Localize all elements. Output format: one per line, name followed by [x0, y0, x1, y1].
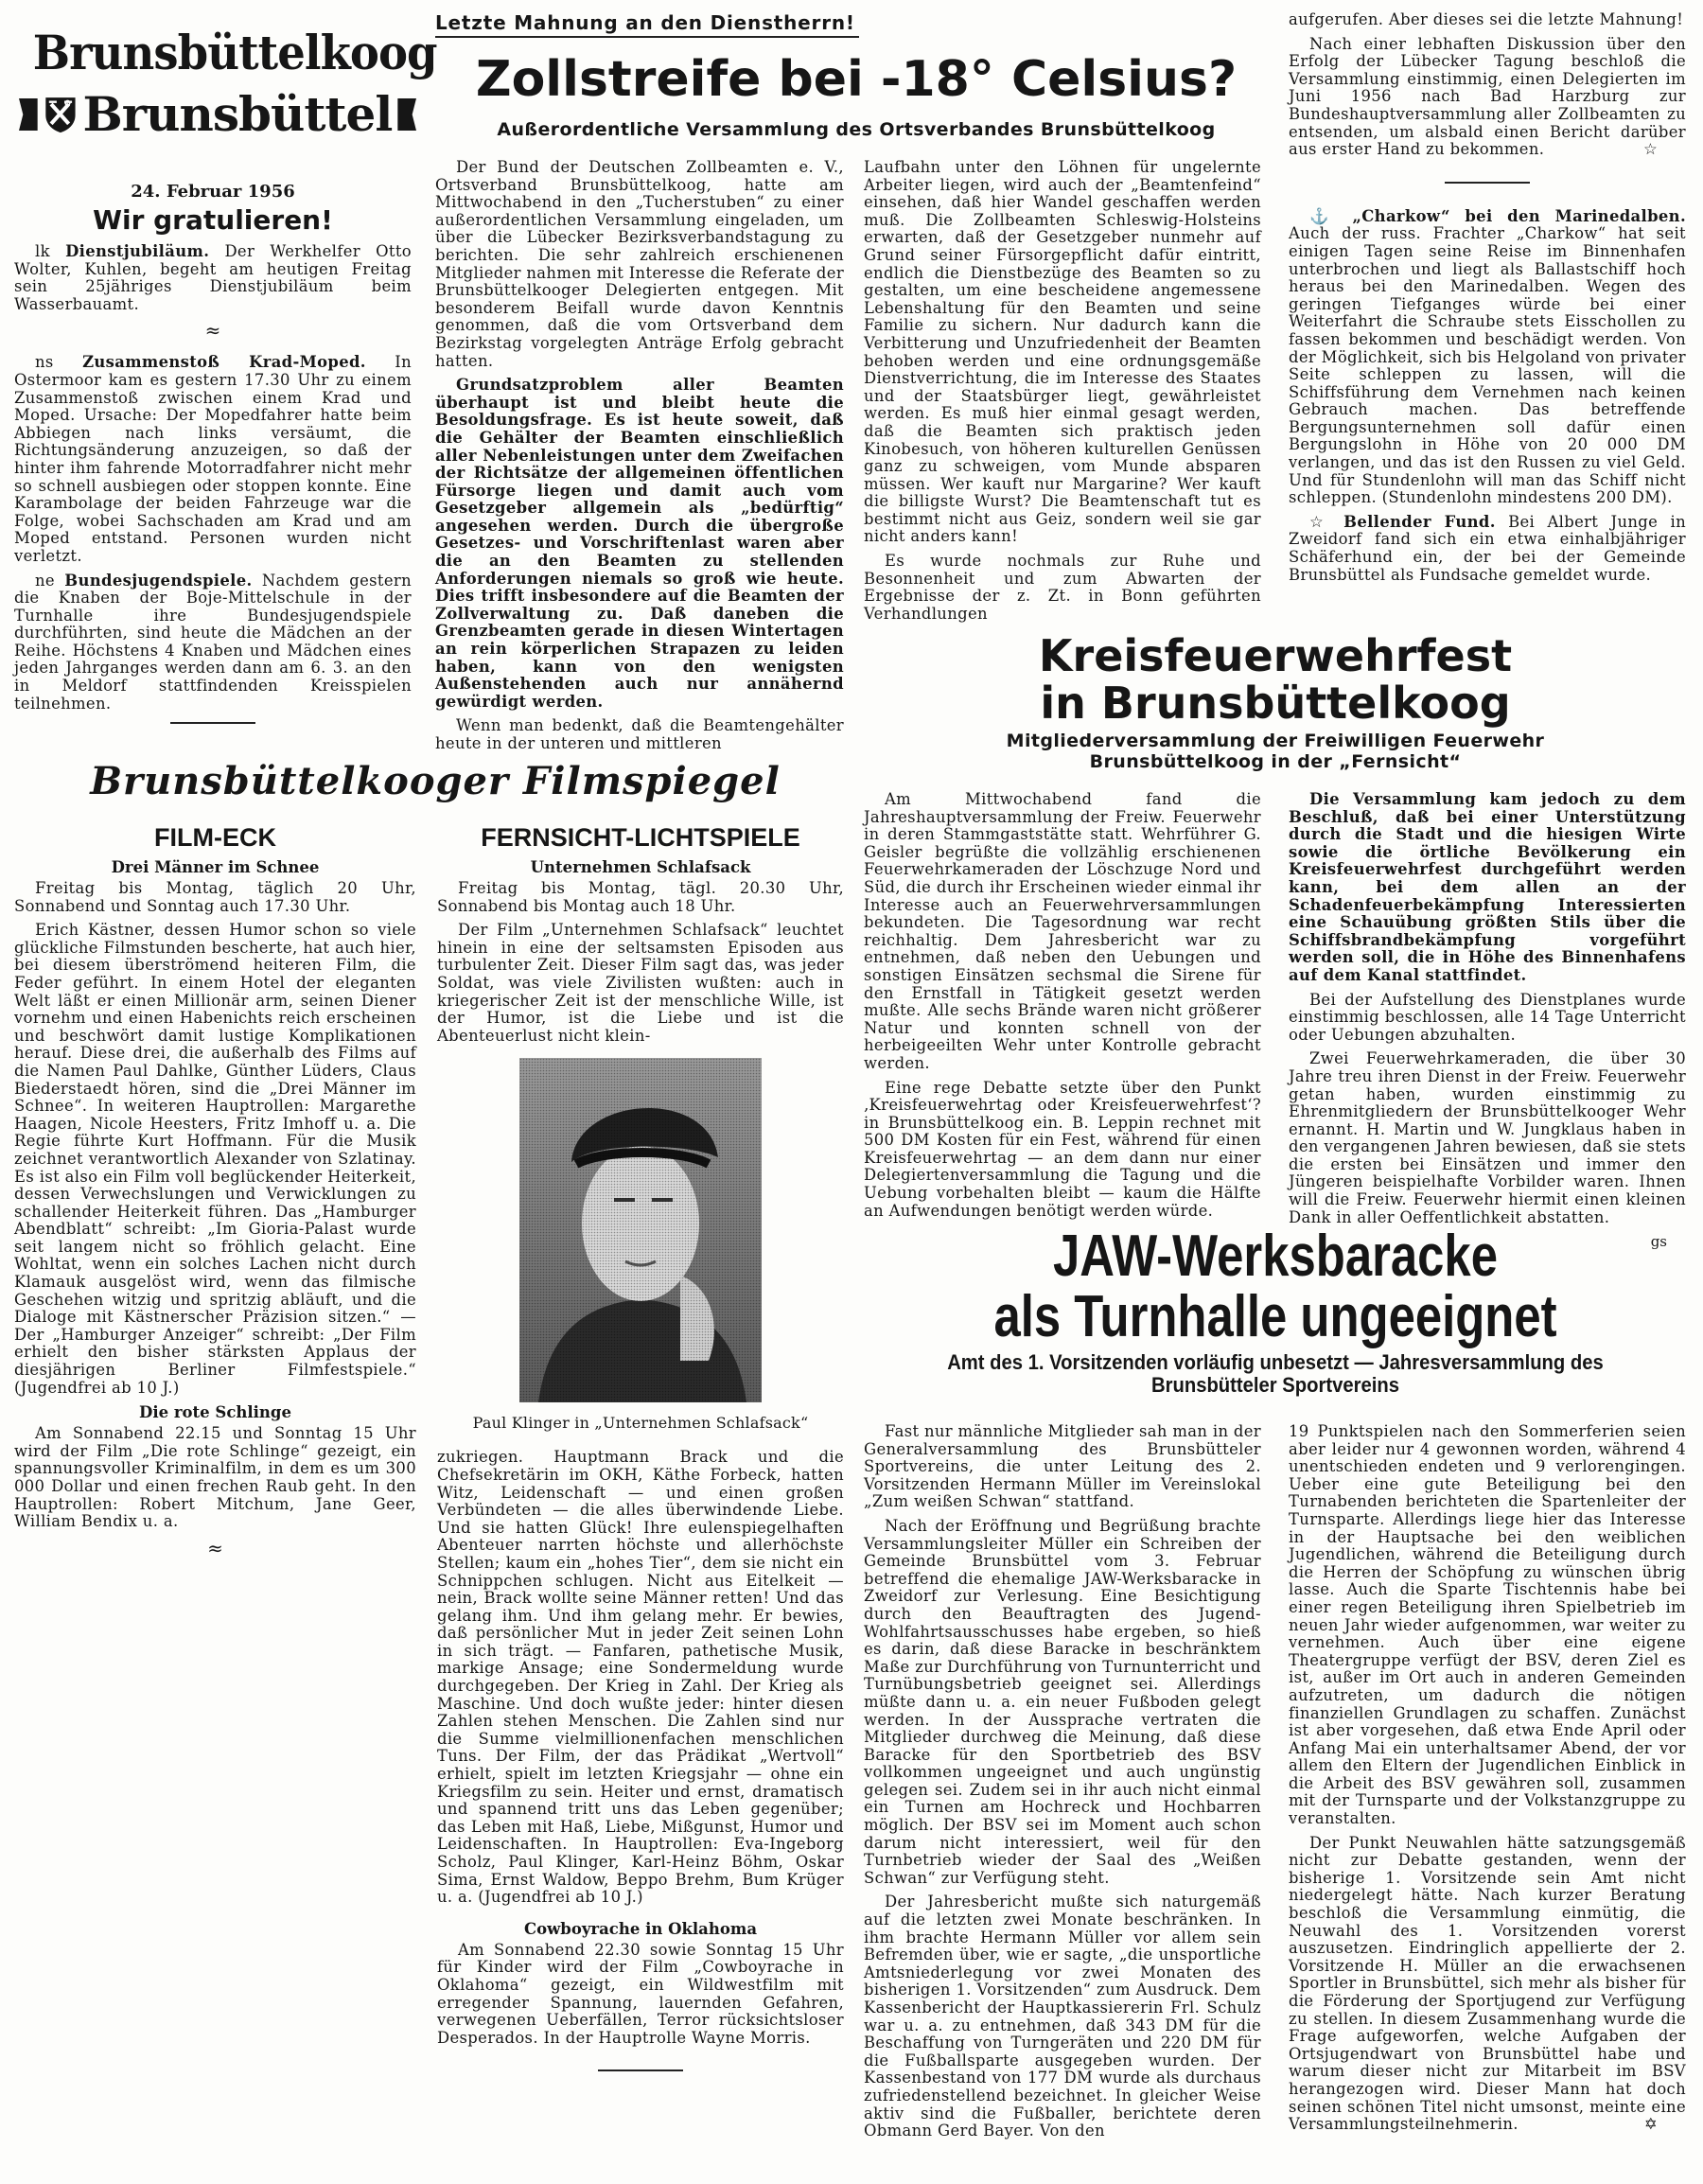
news-item: [14, 243, 412, 313]
news-item-lead: Bundesjugendspiele.: [64, 571, 253, 590]
movie-review: Der Film „Unternehmen Schlafsack“ leuchtet hinein in eine der seltsamsten Episoden aus turbulenter Zeit. Dieser Film sagt das, was jeder Soldat, was viele Zivilisten wußten: auch in kriegerischer Zeit ist der menschliche Wille, ist der Humor, ist die Liebe und ist die Abenteuerlust nicht klein-: [437, 921, 844, 1045]
article-paragraph-bold: Die Versammlung kam jedoch zu dem Beschluß, daß bei einer Unterstützung durch die Stadt und die hiesigen Wirte sowie die örtliche Bevölkerung ein Kreisfeuerwehrfest durchgeführt werden kann, bei dem allen an der Schadenfeuerbekämpfung Interessierten eine Schauübung größten Stils über die Schiffsbrandbekämpfung vorgeführt werden soll, die in Höhe des Binnenhafens auf dem Kanal stattfindet.: [1289, 790, 1686, 984]
star-icon: ✡: [1643, 2115, 1658, 2134]
news-item-lead: „Charkow“ bei den Marinedalben.: [1352, 206, 1686, 225]
local-news-column: [14, 199, 412, 724]
wave-separator: ≈: [207, 1536, 223, 1559]
article-paragraph: Bei der Aufstellung des Dienstplanes wurde einstimmig beschlossen, alle 14 Tage Unterricht oder Uebungen abzuhalten.: [1289, 990, 1686, 1044]
news-item-text: Auch der russ. Frachter „Charkow“ hat seit einigen Tagen seine Reise im Binnenhafen unterbrochen und liegt als Ballastschiff hoch heraus bei den Marinedalben. Wegen des geringen Tiefganges würde bei einer Weiterfahrt die Schraube stets Eisschollen zu fassen bekommen und beschädigt werden. Von der Möglichkeit, sich bis Helgoland von privater Seite schleppen zu lassen, will die Schiffsführung dem Vernehmen nach keinen Gebrauch machen. Das betreffende Bergungsunternehmen soll dafür einen Bergungslohn in Höhe von 20 000 DM verlangen, und das ist den Russen zu viel Geld. Und für Stundenlohn will man das Schiff nicht schleppen. (Stundenlohn mindestens 200 DM).: [1289, 224, 1686, 507]
news-item: [1289, 208, 1686, 507]
article-column: [864, 1423, 1261, 2147]
news-item: [1289, 514, 1686, 584]
article-column: [1289, 11, 1686, 590]
article-headline-line2: als Turnhalle ungeeignet: [993, 1284, 1557, 1349]
movie-review: Erich Kästner, dessen Humor schon so viele glückliche Filmstunden bescherte, hat auch hier, bei diesem überströmend heiteren Film, die Feder geführt. In einem Hotel der eleganten Welt läßt er einen Millionär arm, seinen Diener vornehm und einen Habenichts reich erscheinen und beschwört damit lustige Komplikationen herauf. Diese drei, die außerhalb des Films auf die Namen Paul Dahlke, Günther Lüders, Claus Biederstaedt hören, sind die „Drei Männer im Schnee“. In weiteren Hauptrollen: Margarethe Haagen, Nicole Heesters, Fritz Imhoff u. a. Die Regie führte Kurt Hoffmann. Für die Musik zeichnet verantwortlich Alexander von Szlatinay. Es ist also ein Film voll beglückender Heiterkeit, dessen Verwechslungen und Verwicklungen zu schallender Heiterkeit führen. Das „Hamburger Abendblatt“ schreibt: „Im Gioria-Palast wurde seit langem nicht so fröhlich gelacht. Eine Wohltat, wenn ein solches Lachen nicht durch Klamauk ausgelöst wird, wenn das filmische Geschehen witzig und spritzig abläuft, und die Dialoge mit Kästnerscher Präzision sitzen.“ — Der „Hamburger Anzeiger“ schreibt: „Der Film erhielt den bisher stärksten Applaus der diesjährigen Berliner Filmfestspiele.“ (Jugendfrei ab 10 J.): [14, 921, 416, 1397]
sport-header: [864, 1226, 1687, 1397]
news-item-lead: Dienstjubiläum.: [65, 242, 210, 260]
divider: [1445, 182, 1530, 184]
article-subheadline: Mitgliederversammlung der Freiwilligen Feuerwehr Brunsbüttelkoog in der „Fernsicht“: [1006, 731, 1545, 772]
author-initials: ne: [35, 571, 55, 590]
feuerwehr-header: [864, 632, 1687, 772]
article-paragraph: Der Jahresbericht mußte sich naturgemäß auf die letzten zwei Monate beschränken. In ihm brachte Hermann Müller vor allem sein Befremden über, wie er sagte, „die unsportliche Amtsniederlegung vor zwei Monaten des bisherigen 1. Vorsitzenden“ zum Ausdruck. Dem Kassenbericht der Hauptkassiererin Frl. Schulz war u. a. zu entnehmen, daß 343 DM für die Beschaffung von Turngeräten und 220 DM für die Fußballsparte ausgegeben wurden. Der Kassenbestand von 177 DM wurde als durchaus zufriedenstellend bezeichnet. In gleicher Weise aktiv sind die Fußballer, berichtete deren Obmann Gerd Bayer. Von den: [864, 1893, 1261, 2140]
news-item: [14, 572, 412, 713]
news-item-lead: Bellender Fund.: [1343, 512, 1496, 531]
cinema-name: FILM-ECK: [154, 823, 276, 852]
coat-of-arms-icon: [44, 81, 78, 148]
article-paragraph: Am Mittwochabend fand die Jahreshauptversammlung der Freiw. Feuerwehr in deren Stammgaststätte statt. Wehrführer G. Geisler begrüßte die vollzählig erschienenen Feuerwehrkameraden der Löschzuge Nord und Süd, die durch ihr Erscheinen wieder einmal ihr Interesse auch an Feuerwehrversammlungen bekundeten. Die Tagesordnung war recht reichhaltig. Dem Jahresbericht war zu entnehmen, daß neben den Uebungen und sonstigen Einsätzen sechsmal die Sirene für den Ernstfall in Tätigkeit gesetzt werden mußte. Alle sechs Brände waren nicht größerer Natur und konnten schnell von der herbeigeeilten Wehr unter Kontrolle gebracht werden.: [864, 790, 1261, 1072]
author-signature: gs: [1650, 1233, 1667, 1251]
section-heading: Wir gratulieren!: [93, 204, 333, 236]
article-paragraph: Laufbahn unter den Löhnen für ungelernte Arbeiter liegen, wird auch der „Beamtenfeind“ einsehen, daß hier Wandel geschaffen werden muß. Die Zollbeamten Schleswig-Holsteins erwarten, daß der Gesetzgeber nunmehr auf Grund seiner Fürsorgepflicht dafür eintritt, endlich die Dienstbezüge des Beamten so zu gestalten, um eine bescheidene angemessene Lebenshaltung für den Beamten und seine Familie zu sichern. Nur dadurch kann die Verbitterung und Unzufriedenheit der Beamten behoben werden und eine ordnungsgemäße Dienstverrichtung, die im Interesse des Staates und der Staatsbürger liegt, gewährleistet werden. Es muß hier einmal gesagt werden, daß die Beamten sich praktisch jeden Kinobesuch, von höheren kulturellen Genüssen ganz zu schweigen, vom Munde absparen müssen. Wer kauft nur Margarine? Wer kauft die billigste Wurst? Die Beamtenschaft tut es bestimmt nicht aus Geiz, sondern weil sie gar nicht anders kann!: [864, 158, 1261, 546]
article-column: [1289, 791, 1686, 1250]
issue-date: 24. Februar 1956: [131, 182, 295, 202]
news-item-text: Nachdem gestern die Knaben der Boje-Mittelschule in der Turnhalle ihre Bundesjugendspiele durchführten, sind heute die Mädchen an der Reihe. Höchstens 4 Knaben und Mädchen eines jeden Jahrganges werden dann am 6. 3. an den in Meldorf stattfindenden Kreisspielen teilnehmen.: [14, 571, 412, 713]
movie-title: Unternehmen Schlafsack: [530, 858, 751, 876]
article-paragraph: [1289, 36, 1686, 159]
article-paragraph: Es wurde nochmals zur Ruhe und Besonnenheit und zum Abwarten der Ergebnisse der z. Zt. in Bonn geführten Verhandlungen: [864, 552, 1261, 623]
article-subheadline: Außerordentliche Versammlung des Ortsverbandes Brunsbüttelkoog: [497, 119, 1216, 140]
movie-review: Am Sonnabend 22.15 und Sonntag 15 Uhr wird der Film „Die rote Schlinge“ gezeigt, ein spannungsvoller Kriminalfilm, in dem es um 300 000 Dollar und einen frechen Raub geht. In den Hauptrollen: Robert Mitchum, Jane Geer, William Bendix u. a.: [14, 1424, 416, 1531]
star-icon: ☆: [1642, 140, 1658, 159]
photo-caption: Paul Klinger in „Unternehmen Schlafsack“: [472, 1414, 809, 1433]
article-paragraph: Wenn man bedenkt, daß die Beamtengehälter heute in der unteren und mittleren: [435, 716, 844, 752]
author-initials: ns: [35, 353, 54, 372]
article-headline-line2: in Brunsbüttelkoog: [1040, 678, 1511, 729]
article-paragraph: Eine rege Debatte setzte über den Punkt ‚Kreisfeuerwehrtag oder Kreisfeuerwehrfest‘? in Brunsbüttelkoog ein. B. Leppin rechnet mit 500 DM Kosten für ein Fest, während für einen Kreisfeuerwehrtag — an dem dann nur einer Delegiertenversammlung die Tagung und die Uebung vorbehalten bleibt — kaum die Hälfte an Aufwendungen benötigt werden würde.: [864, 1078, 1261, 1220]
movie-review: zukriegen. Hauptmann Brack und die Chefsekretärin im OKH, Käthe Forbeck, hatten Witz, Leidenschaft — und einen großen Verbündeten — die alles überwindende Liebe. Und sie hatten Glück! Ihre eulenspiegelhaften Abenteuer narrten höchste und allerhöchste Stellen; kaum ein „hohes Tier“, dem sie nicht ein Schnippchen schlugen. Nicht aus Eitelkeit — nein, Brack wollte seine Männer retten! Und das gelang ihm. Und ihm gelang mehr. Er bewies, daß persönlicher Mut in jeder Zeit seinen Lohn in sich trägt. — Fanfaren, pathetische Musik, markige Ansage; eine Sondermeldung wurde durchgegeben. Der Krieg in Zahl. Der Krieg als Maschine. Und doch wußte jeder: hinter diesen Zahlen stehen Menschen. Die Zahlen sind nur die Summe vielmillionenfachen menschlichen Tuns. Der Film, der das Prädikat „Wertvoll“ erhielt, spielt im letzten Kriegsjahr — ohne ein Kriegsfilm zu sein. Heiter und ernst, dramatisch und spannend tritt uns das Leben gegenüber; das Leben mit Haß, Liebe, Mißgunst, Humor und Leidenschaften. In Hauptrollen: Eva-Ingeborg Scholz, Paul Klinger, Karl-Heinz Böhm, Oskar Sima, Ernst Waldow, Beppo Brehm, Bum Krüger u. a. (Jugendfrei ab 10 J.): [437, 1448, 844, 1907]
article-column: [864, 791, 1261, 1226]
article-paragraph: aufgerufen. Aber dieses sei die letzte Mahnung!: [1289, 10, 1684, 28]
banner-right-icon: [397, 98, 416, 131]
divider: [598, 2070, 683, 2071]
news-item-text: In Ostermoor kam es gestern 17.30 Uhr zu einem Zusammenstoß zwischen einem Krad und Moped. Ursache: Der Mopedfahrer hatte beim Abbiegen nach links versäumt, die Richtungsänderung anzuzeigen, so daß der hinter ihm fahrende Motorradfahrer nicht mehr so schnell ausbiegen oder stoppen konnte. Eine Karambolage der beiden Fahrzeuge war die Folge, wobei Sachschaden am Krad und am Moped entstand. Personen wurden nicht verletzt.: [14, 353, 413, 565]
masthead-title-line2: Brunsbüttel: [82, 86, 393, 142]
photo-paul-klinger: [519, 1058, 762, 1402]
banner-left-icon: [19, 98, 38, 131]
article-subheadline: Amt des 1. Vorsitzenden vorläufig unbesetzt — Jahresversammlung des Brunsbütteler Sportvereins: [947, 1350, 1604, 1397]
article-paragraph-text: Der Punkt Neuwahlen hätte satzungsgemäß nicht zur Debatte gestanden, wenn der bisherige 1. Vorsitzende sein Amt nicht niedergelegt hätte. Nach kurzer Beratung beschloß die Versammlung einmütig, die Neuwahl des 1. Vorsitzenden vorerst auszusetzen. Eindringlich appellierte der 2. Vorsitzende H. Müller an die erwachsenen Sportler in Brunsbüttel, sich mehr als bisher für die Förderung der Sportjugend zur Verfügung zu stellen. In diesem Zusammenhang wurde die Frage aufgeworfen, welche Aufgaben der Ortsjugendwart von Brunsbüttel habe und warum dieser nicht zur Mitarbeit im BSV herangezogen wird. Dieser Mann hat doch seinen schönen Titel nicht umsonst, meinte eine Versammlungsteilnehmerin.: [1289, 1833, 1686, 2134]
article-paragraph: Fast nur männliche Mitglieder sah man in der Generalversammlung des Brunsbütteler Sportvereins, die unter Leitung des 2. Vorsitzenden Hermann Müller im Vereinslokal „Zum weißen Schwan“ stattfand.: [864, 1422, 1261, 1511]
masthead: [19, 25, 437, 148]
anchor-icon: ⚓: [1309, 206, 1339, 225]
author-initials: lk: [35, 242, 50, 260]
article-headline-line1: Kreisfeuerwehrfest: [1038, 630, 1513, 681]
showtimes: Freitag bis Montag, täglich 20 Uhr, Sonnabend und Sonntag auch 17.30 Uhr.: [14, 879, 416, 915]
article-paragraph: Nach der Eröffnung und Begrüßung brachte Versammlungsleiter Müller ein Schreiben der Gemeinde Brunsbüttel vom 3. Februar betreffend die ehemalige JAW-Werksbaracke in Zweidorf zur Verlesung. Eine Besichtigung durch den Beauftragten des Jugend-Wohlfahrtsausschusses habe ergeben, so hieß es darin, daß diese Baracke in beschränktem Maße zur Durchführung von Turnunterricht und Turnübungsbetrieb geeignet sei. Allerdings müßte dann u. a. ein neuer Fußboden gelegt werden. In der Aussprache vertraten die Mitglieder durchweg die Meinung, daß diese Baracke für den Sportbetrieb des BSV vollkommen ungeeignet und auch ungünstig gelegen sei. Zudem sei in ihr auch nicht einmal ein Turnen am Hochreck und Hochbarren möglich. Der BSV sei im Moment auch schon darum nicht interessiert, weil für den Turnbetrieb wieder der Saal des „Weißen Schwan“ zur Verfügung steht.: [864, 1516, 1261, 1887]
article-headline: Zollstreife bei -18° Celsius?: [475, 51, 1238, 108]
article-paragraph-bold: Grundsatzproblem aller Beamten überhaupt ist und bleibt heute die Besoldungsfrage. Es ist heute soweit, daß die Gehälter der Beamten einschließlich aller Nebenleistungen unter dem Zweifachen der Richtsätze der allgemeinen öffentlichen Fürsorge liegen und damit auch vom Gesetzgeber allgemein als „bedürftig“ angesehen werden. Durch die übergroße Gesetzes- und Vorschriftenlast waren aber die an den Beamten zu stellenden Anforderungen niemals so groß wie heute. Dies trifft insbesondere auf die Beamten der Zollverwaltung zu. Daß daneben die Grenzbeamten gerade in diesen Wintertagen an rein körperlichen Strapazen zu leiden haben, kann von den wenigsten Außenstehenden auch nur annähernd gewürdigt werden.: [435, 376, 844, 711]
article-kicker: Letzte Mahnung an den Dienstherrn!: [435, 11, 859, 38]
wave-separator: ≈: [204, 319, 221, 343]
movie-title: Cowboyrache in Oklahoma: [523, 1919, 758, 1938]
article-column: [864, 159, 1261, 629]
fernsicht-column: [437, 823, 844, 2071]
movie-title: Drei Männer im Schnee: [111, 858, 320, 876]
article-column: [435, 159, 844, 760]
showtimes: Freitag bis Montag, tägl. 20.30 Uhr, Sonnabend bis Montag auch 18 Uhr.: [437, 879, 844, 915]
divider: [170, 722, 255, 724]
article-paragraph: 19 Punktspielen nach den Sommerferien seien aber leider nur 4 gewonnen worden, während 4 unentschieden endeten und 9 verlorengingen. Ueber eine gute Beteiligung bei den Turnabenden berichteten die Spartenleiter der Turnsparte. Allerdings liege hier das Interesse in der Hauptsache bei den weiblichen Jugendlichen, während die Beteiligung durch die Herren der Schöpfung zu wünschen übrig lasse. Auch die Sparte Tischtennis habe bei einer regen Beteiligung ihren Spielbetrieb im neuen Jahr wieder aufgenommen, war weiter zu vernehmen. Auch über eine eigene Theatergruppe verfügt der BSV, deren Ziel es ist, außer im Ort auch in anderen Gemeinden aufzutreten, um dadurch die nötigen finanziellen Grundlagen zu schaffen. Zunächst ist aber vorgesehen, daß etwa Ende April oder Anfang Mai ein unterhaltsamer Abend, der vor allem den Eltern der Jugendlichen Einblick in die Arbeit des BSV gewähren soll, zusammen mit der Turnsparte und der Volkstanzgruppe zu veranstalten.: [1289, 1422, 1686, 1828]
film-section-title: Brunsbüttelkooger Filmspiegel: [90, 759, 781, 803]
article-headline-line1: JAW-Werksbaracke: [1053, 1224, 1498, 1289]
movie-review: Am Sonnabend 22.30 sowie Sonntag 15 Uhr für Kinder wird der Film „Cowboyrache in Oklahoma“ gezeigt, ein Wildwestfilm mit erregender Spannung, lauernden Gefahren, verwegenen Ueberfällen, Terror rücksichtsloser Desperados. In der Hauptrolle Wayne Morris.: [437, 1940, 844, 2047]
cinema-name: FERNSICHT-LICHTSPIELE: [481, 823, 800, 852]
article-paragraph-text: Nach einer lebhaften Diskussion über den Erfolg der Lübecker Tagung beschloß die Versammlung einstimmig, einen Delegierten im Juni 1956 nach Bad Harzburg zur Bundeshauptversammlung aller Zollbeamten zu entsenden, um alsbald einen Bericht darüber aus erster Hand zu bekommen.: [1289, 34, 1686, 159]
article-paragraph: Zwei Feuerwehrkameraden, die über 30 Jahre treu ihren Dienst in der Freiw. Feuerwehr getan haben, wurden einstimmig zu Ehrenmitgliedern der Brunsbüttelkooger Wehr ernannt. H. Martin und W. Jungklaus haben in den vergangenen Jahren bewiesen, daß sie stets die ersten bei Einsätzen und immer den Jüngeren beispielhafte Vorbilder waren. Ihnen will die Freiw. Feuerwehr hiermit einen kleinen Dank in aller Oeffentlichkeit abstatten.: [1289, 1049, 1686, 1226]
masthead-title-line1: Brunsbüttelkoog: [32, 25, 437, 80]
actor-photo: [519, 1058, 762, 1402]
news-item: [14, 354, 412, 565]
article-paragraph: [1289, 1835, 1686, 2134]
article-paragraph: Der Bund der Deutschen Zollbeamten e. V., Ortsverband Brunsbüttelkoog, hatte am Mittwochabend in den „Tucherstuben“ zu einer außerordentlichen Versammlung eingeladen, um über die Lübecker Bezirksverbandstagung zu berichten. Die sehr zahlreich erschienenen Mitglieder nahmen mit Interesse die Referate der Brunsbüttelkooger Delegierten entgegen. Mit besonderem Beifall wurde davon Kenntnis genommen, daß die vom Ortsverband dem Bezirkstag vorgelegten Anträge Erfolg gebracht hatten.: [435, 158, 844, 370]
news-item-lead: Zusammenstoß Krad-Moped.: [82, 353, 366, 372]
star-icon: ☆: [1309, 512, 1331, 531]
news-item-text: Bei Albert Junge in Zweidorf fand sich ein etwa einhalbjähriger Schäferhund ein, der bei der Gemeinde Brunsbüttel als Fundsache gemeldet wurde.: [1289, 512, 1686, 584]
news-item-text: Der Werkhelfer Otto Wolter, Kuhlen, begeht am heutigen Freitag sein 25jähriges Dienstjubiläum beim Wasserbauamt.: [14, 242, 412, 313]
article-column: [1289, 1423, 1686, 2140]
film-eck-column: [14, 823, 416, 1572]
movie-title: Die rote Schlinge: [139, 1403, 291, 1422]
